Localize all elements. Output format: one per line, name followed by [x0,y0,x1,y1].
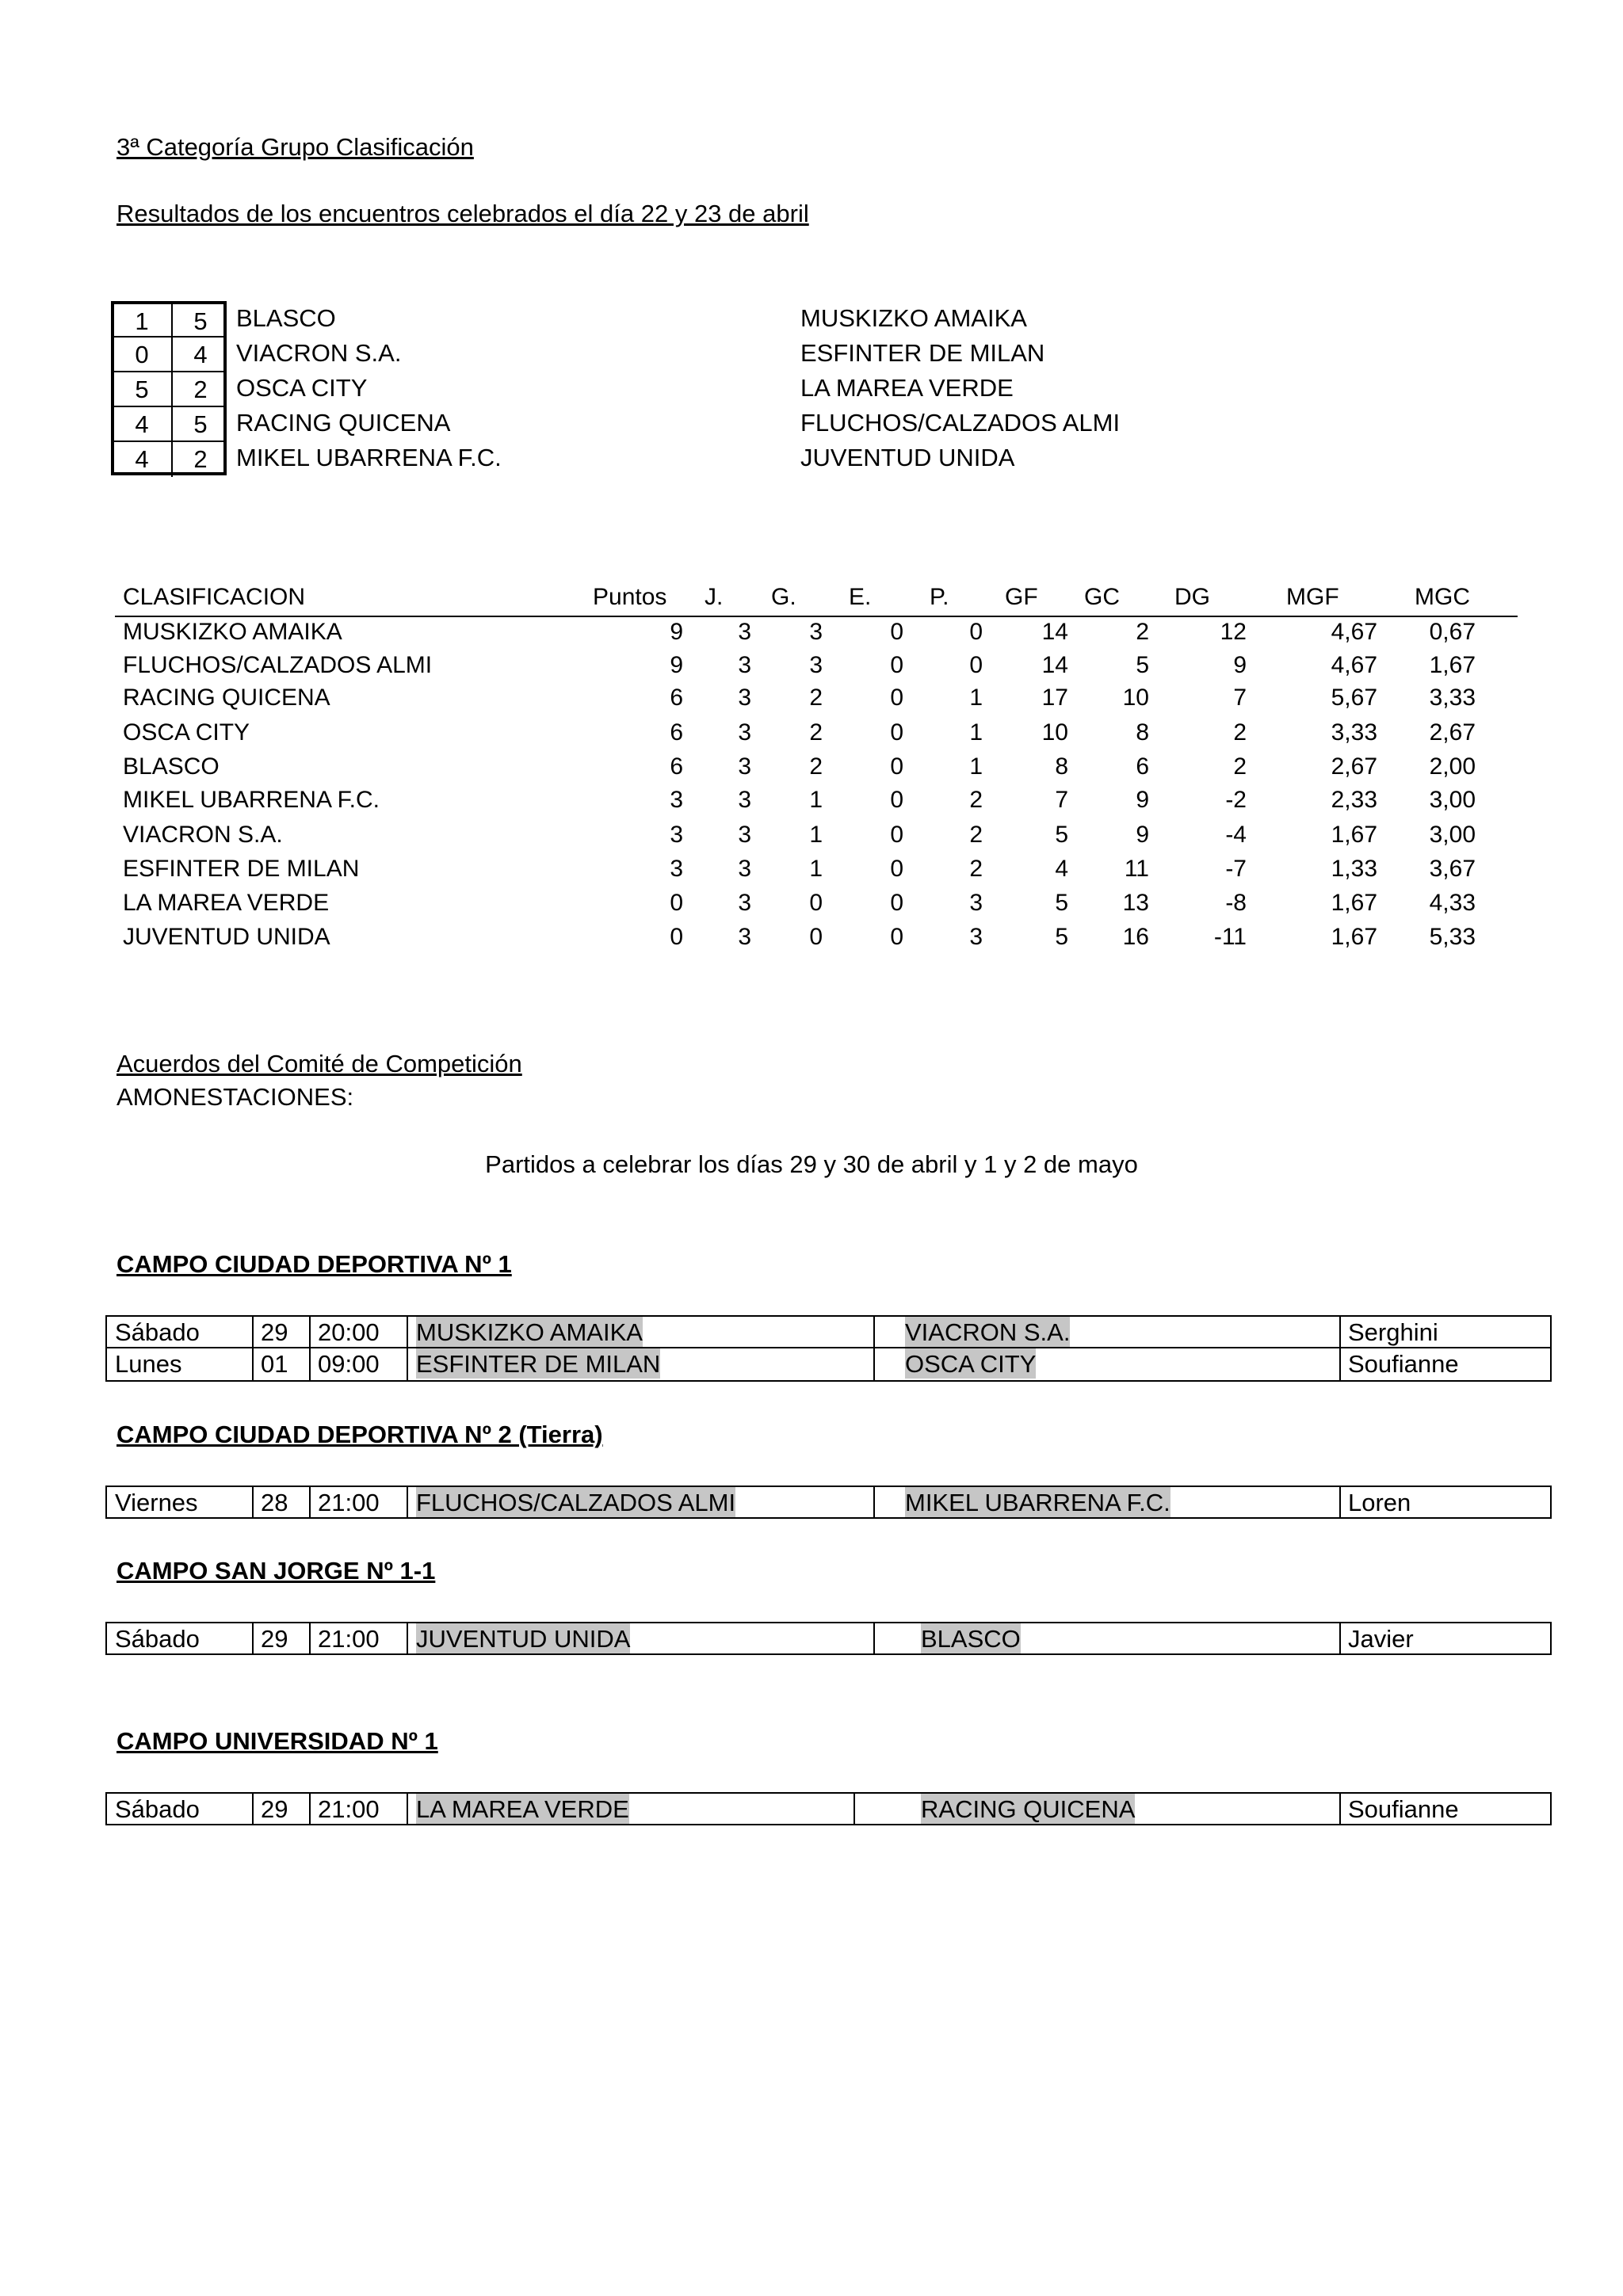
match-time: 21:00 [318,1795,380,1823]
stat-e: 0 [890,890,903,916]
stat-gf: 5 [1055,890,1068,916]
match-date: 29 [261,1625,288,1653]
stat-mgf: 4,67 [1331,652,1377,678]
stat-gf: 17 [1041,685,1068,711]
stat-pts: 9 [670,619,683,645]
stat-gf: 14 [1041,652,1068,678]
match-day: Sábado [115,1625,200,1653]
stat-gc: 11 [1124,856,1149,882]
stat-dg: 7 [1233,685,1247,711]
separator [873,1486,899,1519]
header-g: G. [771,584,796,610]
home-goals: 5 [135,376,149,403]
warnings-label: AMONESTACIONES: [116,1083,354,1111]
home-team: MUSKIZKO AMAIKA [416,1318,643,1346]
away-team: OSCA CITY [905,1350,1037,1378]
cell-divider [407,1794,408,1824]
stat-mgc: 3,00 [1429,822,1476,848]
venue-name: CAMPO UNIVERSIDAD Nº 1 [116,1727,438,1755]
match-day: Lunes [115,1350,182,1378]
stat-gc: 2 [1136,619,1149,645]
stat-mgc: 3,00 [1429,787,1476,813]
stat-pts: 6 [670,753,683,780]
category-title: 3ª Categoría Grupo Clasificación [116,133,474,161]
stat-j: 3 [738,787,751,813]
stat-dg: 2 [1233,719,1247,746]
match-day: Sábado [115,1795,200,1823]
stat-gf: 7 [1055,787,1068,813]
stat-e: 0 [890,787,903,813]
home-team: BLASCO [236,304,336,332]
cell-divider [407,1623,408,1653]
away-team: FLUCHOS/CALZADOS ALMI [800,409,1121,437]
home-goals: 0 [135,341,149,368]
stat-mgc: 1,67 [1429,652,1476,678]
home-team: OSCA CITY [236,374,368,402]
cell-divider [252,1794,254,1824]
stat-j: 3 [738,685,751,711]
stat-mgf: 4,67 [1331,619,1377,645]
stat-pts: 6 [670,685,683,711]
stat-pts: 9 [670,652,683,678]
stat-mgf: 1,67 [1331,822,1377,848]
home-team: VIACRON S.A. [236,339,402,367]
stat-gc: 5 [1136,652,1149,678]
cell-divider [309,1794,311,1824]
stat-p: 2 [969,822,983,848]
header-p: P. [930,584,949,610]
stat-e: 0 [890,685,903,711]
cell-divider [1339,1317,1341,1347]
stat-j: 3 [738,652,751,678]
stat-pts: 6 [670,719,683,746]
team-name: RACING QUICENA [123,685,330,711]
referee-name: Loren [1348,1489,1411,1516]
away-team: RACING QUICENA [921,1795,1136,1823]
team-name: MIKEL UBARRENA F.C. [123,787,380,813]
score-box [111,301,227,336]
home-goals: 1 [135,307,149,335]
header-mgc: MGC [1415,584,1470,610]
stat-gc: 16 [1122,924,1149,950]
stat-gf: 5 [1055,924,1068,950]
stat-gf: 5 [1055,822,1068,848]
stat-gc: 13 [1122,890,1149,916]
stat-p: 0 [969,619,983,645]
away-team: MUSKIZKO AMAIKA [800,304,1027,332]
team-name: MUSKIZKO AMAIKA [123,619,342,645]
stat-g: 1 [809,787,823,813]
stat-mgf: 2,33 [1331,787,1377,813]
stat-e: 0 [890,719,903,746]
stat-gf: 4 [1055,856,1068,882]
header-j: J. [705,584,724,610]
stat-p: 2 [969,856,983,882]
away-team: VIACRON S.A. [905,1318,1071,1346]
standings-row [115,681,1518,716]
stat-mgc: 3,33 [1429,685,1476,711]
home-team: MIKEL UBARRENA F.C. [236,444,502,471]
team-name: JUVENTUD UNIDA [123,924,330,950]
cell-divider [1339,1487,1341,1517]
away-goals: 5 [171,304,228,339]
stat-g: 2 [809,685,823,711]
cell-divider [252,1348,254,1380]
stat-mgc: 2,67 [1429,719,1476,746]
stat-p: 3 [969,890,983,916]
home-team: LA MAREA VERDE [416,1795,629,1823]
stat-p: 3 [969,924,983,950]
home-team: FLUCHOS/CALZADOS ALMI [416,1489,736,1516]
team-name: VIACRON S.A. [123,822,283,848]
stat-mgf: 5,67 [1331,685,1377,711]
home-goals: 4 [135,410,149,438]
away-goals: 2 [171,442,228,477]
match-date: 29 [261,1318,288,1346]
match-day: Viernes [115,1489,198,1516]
stat-dg: -7 [1225,856,1247,882]
standings-row [115,750,1518,785]
stat-gf: 10 [1041,719,1068,746]
stat-pts: 3 [670,787,683,813]
stat-mgc: 2,00 [1429,753,1476,780]
standings-row [115,716,1518,751]
cell-divider [309,1487,311,1517]
fixture-row [105,1315,1552,1348]
stat-dg: -4 [1225,822,1247,848]
header-e: E. [849,584,872,610]
home-team: ESFINTER DE MILAN [416,1350,661,1378]
cell-divider [407,1348,408,1380]
stat-gc: 6 [1136,753,1149,780]
standings-row [115,818,1518,853]
cell-divider [1339,1623,1341,1653]
stat-g: 1 [809,822,823,848]
away-goals: 2 [171,372,228,407]
match-time: 20:00 [318,1318,380,1346]
stat-mgc: 0,67 [1429,619,1476,645]
cell-divider [252,1487,254,1517]
cell-divider [309,1623,311,1653]
away-team: JUVENTUD UNIDA [800,444,1015,471]
team-name: BLASCO [123,753,220,780]
stat-dg: -11 [1213,924,1247,950]
match-date: 01 [261,1350,288,1378]
fixture-row [105,1486,1552,1519]
stat-e: 0 [890,822,903,848]
stat-gf: 8 [1055,753,1068,780]
stat-j: 3 [738,719,751,746]
away-team: LA MAREA VERDE [800,374,1014,402]
fixture-row [105,1348,1552,1382]
standings-table [115,582,1518,950]
stat-mgc: 5,33 [1429,924,1476,950]
header-dg: DG [1174,584,1210,610]
standings-row [115,852,1518,887]
match-date: 28 [261,1489,288,1516]
home-team: JUVENTUD UNIDA [416,1625,631,1653]
stat-e: 0 [890,652,903,678]
team-name: LA MAREA VERDE [123,890,330,916]
stat-j: 3 [738,890,751,916]
fixture-row [105,1622,1552,1655]
stat-dg: 2 [1233,753,1247,780]
standings-row [115,649,1518,684]
score-box [111,406,227,441]
header-gc: GC [1084,584,1120,610]
cell-divider [407,1317,408,1347]
team-name: ESFINTER DE MILAN [123,856,360,882]
stat-j: 3 [738,856,751,882]
stat-g: 0 [809,890,823,916]
stat-pts: 3 [670,822,683,848]
stat-g: 2 [809,753,823,780]
venue-name: CAMPO CIUDAD DEPORTIVA Nº 2 (Tierra) [116,1421,603,1448]
score-box [111,336,227,371]
committee-title: Acuerdos del Comité de Competición [116,1050,522,1077]
stat-j: 3 [738,619,751,645]
referee-name: Serghini [1348,1318,1438,1346]
stat-gf: 14 [1041,619,1068,645]
stat-mgc: 4,33 [1429,890,1476,916]
stat-pts: 0 [670,924,683,950]
stat-g: 0 [809,924,823,950]
standings-row [115,921,1518,955]
match-day: Sábado [115,1318,200,1346]
stat-pts: 0 [670,890,683,916]
standings-row [115,616,1518,650]
separator [873,1622,915,1655]
stat-dg: 12 [1220,619,1247,645]
referee-name: Soufianne [1348,1795,1459,1823]
team-name: FLUCHOS/CALZADOS ALMI [123,652,433,678]
stat-p: 2 [969,787,983,813]
stat-gc: 10 [1122,685,1149,711]
header-clasificacion: CLASIFICACION [123,584,306,610]
stat-dg: -8 [1225,890,1247,916]
match-time: 21:00 [318,1625,380,1653]
results-title: Resultados de los encuentros celebrados el día 22 y 23 de abril [116,200,809,227]
stat-g: 2 [809,719,823,746]
stat-j: 3 [738,924,751,950]
cell-divider [1339,1794,1341,1824]
stat-mgf: 1,67 [1331,924,1377,950]
stat-mgf: 3,33 [1331,719,1377,746]
stat-gc: 9 [1136,787,1149,813]
stat-pts: 3 [670,856,683,882]
stat-g: 3 [809,652,823,678]
stat-e: 0 [890,924,903,950]
standings-header [115,582,1518,617]
stat-e: 0 [890,619,903,645]
cell-divider [1339,1348,1341,1380]
stat-g: 3 [809,619,823,645]
cell-divider [252,1623,254,1653]
stat-j: 3 [738,753,751,780]
venue-name: CAMPO SAN JORGE Nº 1-1 [116,1557,436,1585]
schedule-title: Partidos a celebrar los días 29 y 30 de abril y 1 y 2 de mayo [485,1150,1138,1178]
stat-mgf: 1,33 [1331,856,1377,882]
home-goals: 4 [135,445,149,473]
cell-divider [252,1317,254,1347]
stat-e: 0 [890,753,903,780]
separator [873,1315,899,1348]
score-box [111,371,227,406]
cell-divider [407,1487,408,1517]
header-gf: GF [1005,584,1038,610]
stat-gc: 9 [1136,822,1149,848]
referee-name: Javier [1348,1625,1414,1653]
away-goals: 4 [171,338,228,372]
fixture-row [105,1792,1552,1825]
stat-g: 1 [809,856,823,882]
stat-p: 0 [969,652,983,678]
team-name: OSCA CITY [123,719,250,746]
header-mgf: MGF [1286,584,1339,610]
stat-p: 1 [969,719,983,746]
venue-name: CAMPO CIUDAD DEPORTIVA Nº 1 [116,1250,512,1278]
stat-dg: -2 [1225,787,1247,813]
match-time: 09:00 [318,1350,380,1378]
separator [873,1347,899,1380]
standings-row [115,887,1518,921]
away-team: MIKEL UBARRENA F.C. [905,1489,1170,1516]
stat-j: 3 [738,822,751,848]
stat-p: 1 [969,753,983,780]
standings-row [115,784,1518,818]
referee-name: Soufianne [1348,1350,1459,1378]
stat-e: 0 [890,856,903,882]
header-puntos: Puntos [593,584,667,610]
stat-p: 1 [969,685,983,711]
separator [854,1792,915,1825]
away-team: BLASCO [921,1625,1021,1653]
away-goals: 5 [171,407,228,442]
stat-dg: 9 [1233,652,1247,678]
stat-mgf: 2,67 [1331,753,1377,780]
home-team: RACING QUICENA [236,409,451,437]
stat-gc: 8 [1136,719,1149,746]
match-time: 21:00 [318,1489,380,1516]
cell-divider [309,1317,311,1347]
match-date: 29 [261,1795,288,1823]
stat-mgf: 1,67 [1331,890,1377,916]
cell-divider [309,1348,311,1380]
stat-mgc: 3,67 [1429,856,1476,882]
score-box [111,441,227,475]
away-team: ESFINTER DE MILAN [800,339,1045,367]
